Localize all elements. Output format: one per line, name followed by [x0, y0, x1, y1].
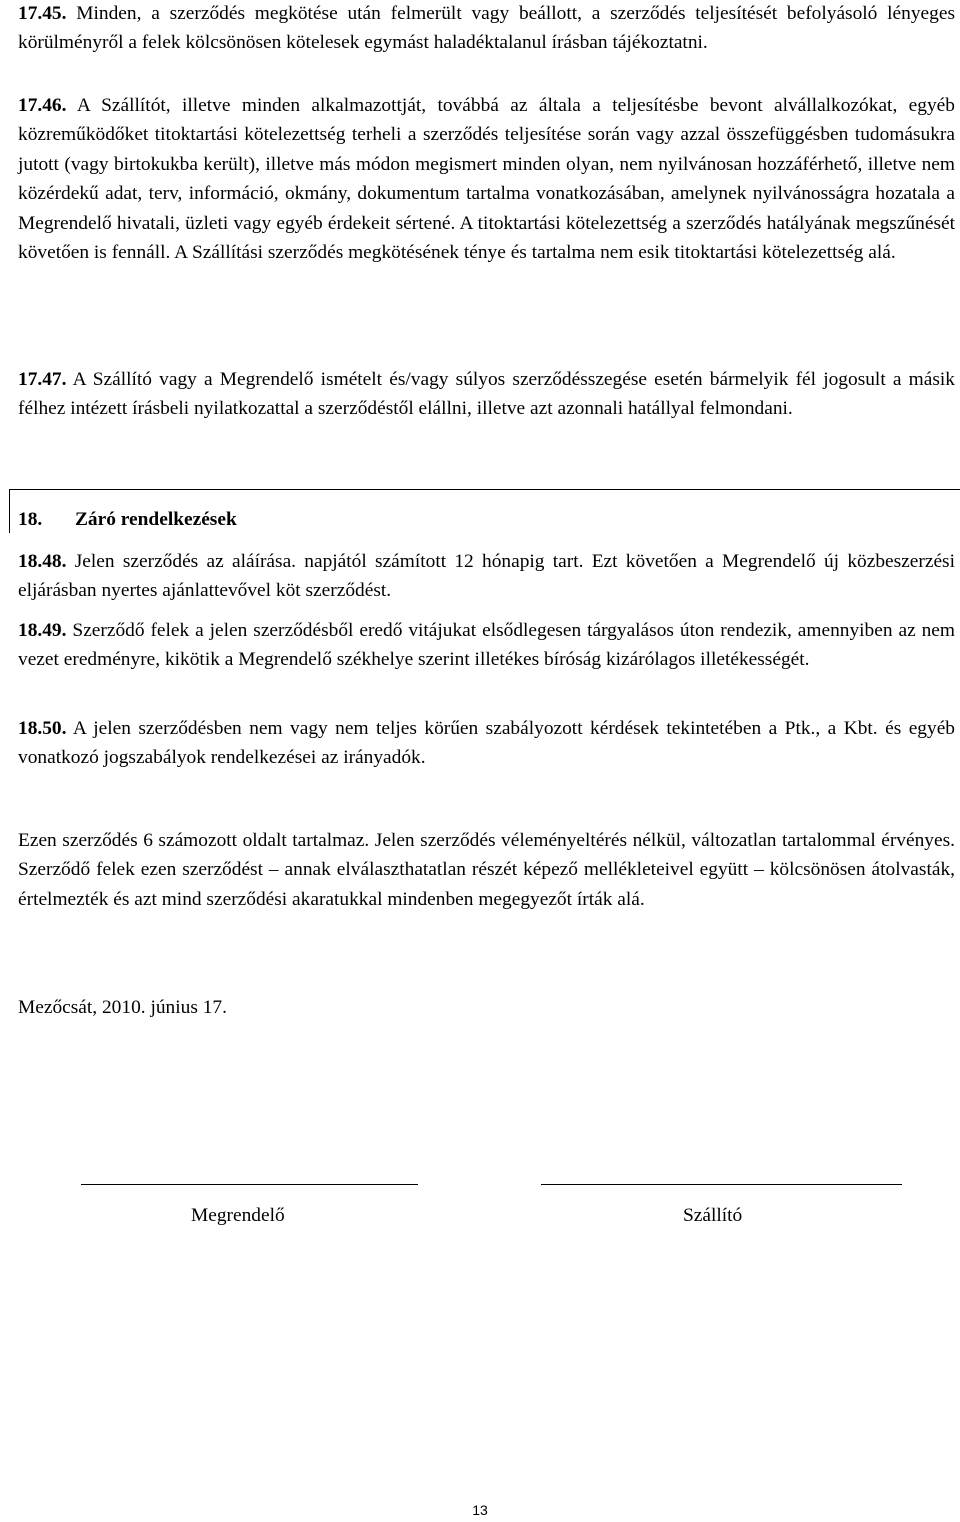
clause-text: Minden, a szerződés megkötése után felmerült vagy beállott, a szerződés teljesítését befolyásoló lényeges körülményről a felek kölcsönösen kötelesek egymást haladéktalanul írásban tájékoztatni.: [18, 3, 955, 54]
signature-line-right: [541, 1184, 902, 1185]
clause-number: 18.49.: [18, 620, 67, 641]
clause-number: 17.45.: [18, 3, 67, 24]
clause-number: 18.50.: [18, 718, 67, 739]
clause-18-49: [18, 616, 955, 675]
clause-18-50: [18, 714, 955, 773]
clause-number: 17.47.: [18, 369, 67, 390]
clause-number: 18.48.: [18, 551, 67, 572]
signature-line-left: [81, 1184, 418, 1185]
clause-17-47: [18, 365, 955, 424]
place-date: Mezőcsát, 2010. június 17.: [18, 997, 227, 1018]
section-heading: [18, 505, 237, 534]
clause-text: A Szállító vagy a Megrendelő ismételt és/vagy súlyos szerződésszegése esetén bármelyik fél jogosult a másik félhez intézett írásbeli nyilatkozattal a szerződéstől elállni, illetve azt azonnali hatállyal felmondani.: [18, 369, 955, 420]
clause-text: A Szállítót, illetve minden alkalmazottját, továbbá az általa a teljesítésbe bevont alvállalkozókat, egyéb közreműködőket titoktartási kötelezettség terheli a szerződés teljesítése során vagy azzal összefüggésben tudomásukra jutott (vagy birtokukba került), illetve más módon megismert minden olyan, nem nyilvánosan hozzáférhető, illetve nem közérdekű adat, terv, információ, okmány, dokumentum tartalma vonatkozásában, amelynek nyilvánosságra hozatala a Megrendelő hivatali, üzleti vagy egyéb érdekeit sértené. A titoktartási kötelezettség a szerződés hatályának megszűnését követően is fennáll. A Szállítási szerződés megkötésének ténye és tartalma nem esik titoktartási kötelezettség alá.: [18, 95, 955, 264]
clause-17-46: [18, 91, 955, 267]
clause-text: A jelen szerződésben nem vagy nem teljes körűen szabályozott kérdések tekintetében a Ptk., a Kbt. és egyéb vonatkozó jogszabályok rendelkezései az irányadók.: [18, 718, 956, 769]
clause-number: 17.46.: [18, 95, 67, 116]
clause-17-45: [18, 0, 955, 58]
section-title: Záró rendelkezések: [75, 509, 237, 530]
signature-label-right: Szállító: [683, 1205, 743, 1226]
clause-text: Jelen szerződés az aláírása. napjától számított 12 hónapig tart. Ezt követően a Megrendelő új közbeszerzési eljárásban nyertes ajánlattevővel köt szerződést.: [18, 551, 955, 602]
clause-text: Szerződő felek a jelen szerződésből eredő vitájukat elsődlegesen tárgyalásos úton rendezik, amennyiben az nem vezet eredményre, kikötik a Megrendelő székhelye szerint illetékes bíróság kizárólagos illetékességét.: [18, 620, 955, 671]
clause-18-48: [18, 547, 955, 606]
section-number: 18.: [18, 509, 43, 530]
page-number: 13: [472, 1502, 488, 1518]
signature-label-left: Megrendelő: [191, 1205, 285, 1226]
closing-statement: Ezen szerződés 6 számozott oldalt tartalmaz. Jelen szerződés véleményeltérés nélkül, változatlan tartalommal érvényes. Szerződő felek ezen szerződést – annak elválaszthatatlan részét képező mellékleteivel együtt – kölcsönösen átolvasták, értelmezték és azt mind szerződési akaratukkal mindenben megegyezőt írták alá.: [18, 830, 955, 910]
